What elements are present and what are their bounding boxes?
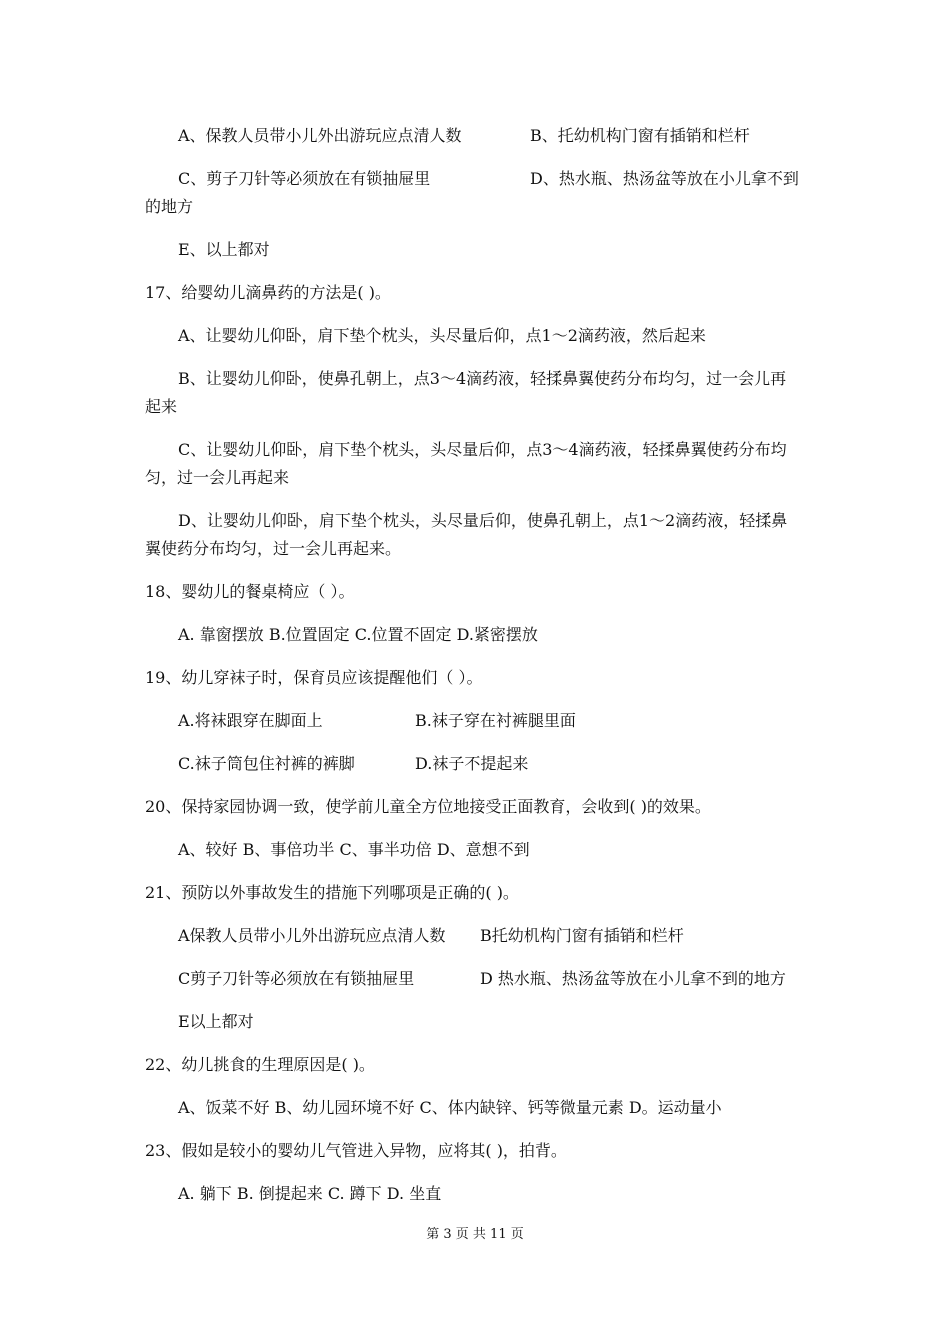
q17-option-a: A、让婴幼儿仰卧，肩下垫个枕头，头尽量后仰，点1～2滴药液，然后起来 <box>178 326 706 345</box>
question-22: 22、幼儿挑食的生理原因是( )。 <box>145 1055 375 1074</box>
q19-option-c: C.袜子筒包住衬裤的裤脚 <box>178 754 355 773</box>
q21-option-e: E以上都对 <box>178 1012 254 1031</box>
q20-options: A、较好 B、事倍功半 C、事半功倍 D、意想不到 <box>178 840 530 859</box>
option-d-continued: 的地方 <box>145 197 194 216</box>
q21-option-row <box>145 924 810 948</box>
q17-option-d: D、让婴幼儿仰卧，肩下垫个枕头，头尽量后仰，使鼻孔朝上，点1～2滴药液，轻揉鼻 <box>178 511 788 530</box>
question-21: 21、预防以外事故发生的措施下列哪项是正确的( )。 <box>145 883 519 902</box>
q19-option-d: D.袜子不提起来 <box>415 754 529 773</box>
q23-options: A. 躺下 B. 倒提起来 C. 蹲下 D. 坐直 <box>178 1184 442 1203</box>
q21-option-d: D 热水瓶、热汤盆等放在小儿拿不到的地方 <box>480 969 786 988</box>
q19-option-a: A.将袜跟穿在脚面上 <box>178 711 323 730</box>
q17-option-b-continued: 起来 <box>145 397 178 416</box>
q19-option-row <box>145 752 810 776</box>
question-18: 18、婴幼儿的餐桌椅应（ ）。 <box>145 582 355 601</box>
q17-option-c-continued: 匀，过一会儿再起来 <box>145 468 290 487</box>
option-b: B、托幼机构门窗有插销和栏杆 <box>530 126 750 145</box>
q19-option-b: B.袜子穿在衬裤腿里面 <box>415 711 576 730</box>
option-c: C、剪子刀针等必须放在有锁抽屉里 <box>178 169 431 188</box>
q17-option-c: C、让婴幼儿仰卧，肩下垫个枕头，头尽量后仰，点3～4滴药液，轻揉鼻翼使药分布均 <box>178 440 787 459</box>
q21-option-row <box>145 967 810 991</box>
option-row <box>145 167 810 191</box>
q19-option-row <box>145 709 810 733</box>
q21-option-b: B托幼机构门窗有插销和栏杆 <box>480 926 684 945</box>
q21-option-c: C剪子刀针等必须放在有锁抽屉里 <box>178 969 415 988</box>
q21-option-a: A保教人员带小儿外出游玩应点清人数 <box>178 926 446 945</box>
q17-option-d-continued: 翼使药分布均匀，过一会儿再起来。 <box>145 539 402 558</box>
option-e: E、以上都对 <box>178 240 270 259</box>
question-17: 17、给婴幼儿滴鼻药的方法是( )。 <box>145 283 391 302</box>
q18-options: A. 靠窗摆放 B.位置固定 C.位置不固定 D.紧密摆放 <box>178 625 538 644</box>
question-23: 23、假如是较小的婴幼儿气管进入异物，应将其( )，拍背。 <box>145 1141 567 1160</box>
page-footer: 第 3 页 共 11 页 <box>426 1227 524 1242</box>
option-d: D、热水瓶、热汤盆等放在小儿拿不到 <box>530 169 799 188</box>
q17-option-b: B、让婴幼儿仰卧，使鼻孔朝上，点3～4滴药液，轻揉鼻翼使药分布均匀，过一会儿再 <box>178 369 787 388</box>
option-row <box>145 124 810 148</box>
page-content <box>145 124 810 1206</box>
question-19: 19、幼儿穿袜子时，保育员应该提醒他们（ ）。 <box>145 668 483 687</box>
option-a: A、保教人员带小儿外出游玩应点清人数 <box>178 126 462 145</box>
q22-options: A、饭菜不好 B、幼儿园环境不好 C、体内缺锌、钙等微量元素 D。运动量小 <box>178 1098 722 1117</box>
question-20: 20、保持家园协调一致，使学前儿童全方位地接受正面教育，会收到( )的效果。 <box>145 797 711 816</box>
